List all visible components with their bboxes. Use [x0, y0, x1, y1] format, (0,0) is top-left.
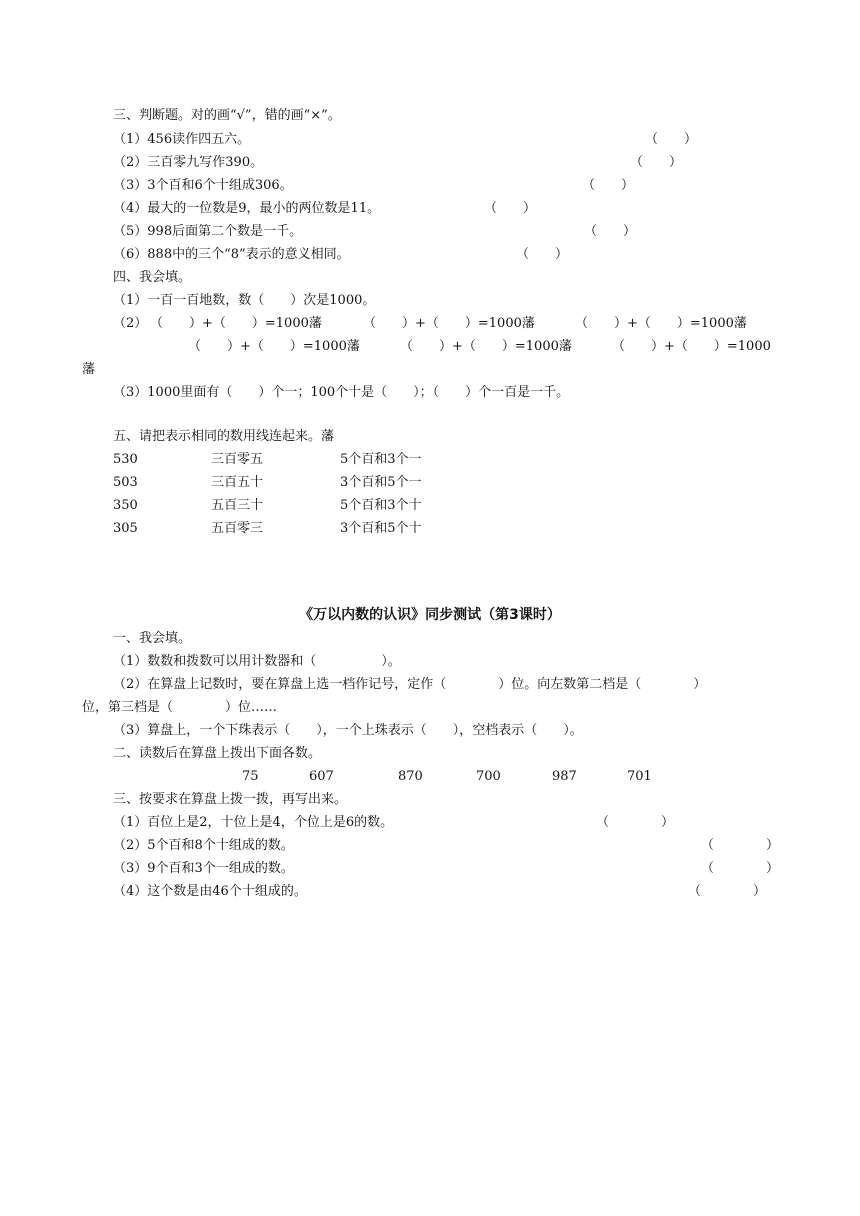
- p2-abacus-answer-3[interactable]: （ ）: [701, 861, 780, 876]
- judge-answer-2[interactable]: （ ）: [630, 155, 683, 170]
- section-5-heading: 五、请把表示相同的数用线连起来。藩: [113, 429, 335, 444]
- p2-fill-q2-line2: 位，第三档是（ ）位……: [82, 700, 278, 715]
- judge-item-1: （1）456读作四五六。: [113, 132, 251, 147]
- abacus-number-2: 607: [309, 769, 334, 784]
- p2-abacus-answer-1[interactable]: （ ）: [596, 815, 675, 830]
- match-number-4[interactable]: 305: [113, 521, 138, 536]
- equation-5: （ ）+（ ）=1000藩: [400, 339, 572, 354]
- judge-item-5: （5）998后面第二个数是一千。: [113, 224, 303, 239]
- match-composition-1[interactable]: 5个百和3个一: [340, 452, 422, 467]
- match-composition-4[interactable]: 3个百和5个十: [340, 521, 422, 536]
- p2-fill-q1: （1）数数和拨数可以用计数器和（ ）。: [113, 654, 401, 669]
- abacus-number-4: 700: [476, 769, 501, 784]
- p2-abacus-item-2: （2）5个百和8个十组成的数。: [113, 838, 294, 853]
- judge-answer-4[interactable]: （ ）: [484, 201, 537, 216]
- judge-answer-1[interactable]: （ ）: [645, 132, 698, 147]
- abacus-number-5: 987: [552, 769, 577, 784]
- equation-3: （ ）+（ ）=1000藩: [575, 316, 747, 331]
- judge-item-3: （3）3个百和6个十组成306。: [113, 178, 293, 193]
- p2-fill-q3: （3）算盘上，一个下珠表示（ ），一个上珠表示（ ），空档表示（ ）。: [113, 723, 583, 738]
- equation-6-wrap: 藩: [82, 362, 96, 377]
- match-number-3[interactable]: 350: [113, 498, 138, 513]
- p2-abacus-answer-2[interactable]: （ ）: [701, 838, 780, 853]
- judge-item-2: （2）三百零九写作390。: [113, 155, 264, 170]
- judge-item-4: （4）最大的一位数是9，最小的两位数是11。: [113, 201, 381, 216]
- abacus-number-6: 701: [627, 769, 652, 784]
- p2-abacus-item-1: （1）百位上是2，十位上是4，个位上是6的数。: [113, 815, 394, 830]
- section-3-heading: 三、判断题。对的画“√”，错的画“×”。: [113, 108, 341, 123]
- abacus-number-1: 75: [242, 769, 259, 784]
- fill-q2-label: （2）: [113, 316, 148, 331]
- match-composition-3[interactable]: 5个百和3个十: [340, 498, 422, 513]
- equation-6: （ ）+（ ）=1000: [612, 339, 771, 354]
- match-number-2[interactable]: 503: [113, 475, 138, 490]
- match-chinese-3[interactable]: 五百三十: [211, 498, 264, 513]
- match-chinese-4[interactable]: 五百零三: [211, 521, 264, 536]
- equation-1: （ ）+（ ）=1000藩: [150, 316, 322, 331]
- match-chinese-2[interactable]: 三百五十: [211, 475, 264, 490]
- p2-section-1-heading: 一、我会填。: [113, 631, 192, 646]
- section-4-heading: 四、我会填。: [113, 270, 192, 285]
- judge-answer-5[interactable]: （ ）: [584, 224, 637, 239]
- match-chinese-1[interactable]: 三百零五: [211, 452, 264, 467]
- fill-q1: （1）一百一百地数，数（ ）次是1000。: [113, 293, 376, 308]
- p2-abacus-answer-4[interactable]: （ ）: [688, 884, 767, 899]
- match-composition-2[interactable]: 3个百和5个一: [340, 475, 422, 490]
- judge-item-6: （6）888中的三个“8”表示的意义相同。: [113, 247, 350, 262]
- lesson-3-title: 《万以内数的认识》同步测试（第3课时）: [299, 607, 561, 623]
- match-number-1[interactable]: 530: [113, 452, 138, 467]
- p2-abacus-item-4: （4）这个数是由46个十组成的。: [113, 884, 307, 899]
- p2-abacus-item-3: （3）9个百和3个一组成的数。: [113, 861, 294, 876]
- equation-4: （ ）+（ ）=1000藩: [188, 339, 360, 354]
- judge-answer-6[interactable]: （ ）: [516, 247, 569, 262]
- judge-answer-3[interactable]: （ ）: [582, 178, 635, 193]
- p2-section-3-heading: 三、按要求在算盘上拨一拨，再写出来。: [113, 792, 348, 807]
- abacus-number-3: 870: [398, 769, 423, 784]
- p2-section-2-heading: 二、读数后在算盘上拨出下面各数。: [113, 746, 322, 761]
- equation-2: （ ）+（ ）=1000藩: [363, 316, 535, 331]
- p2-fill-q2-line1: （2）在算盘上记数时，要在算盘上选一档作记号，定作（ ）位。向左数第二档是（ ）: [113, 677, 707, 692]
- fill-q3: （3）1000里面有（ ）个一；100个十是（ ）；（ ）个一百是一千。: [113, 385, 570, 400]
